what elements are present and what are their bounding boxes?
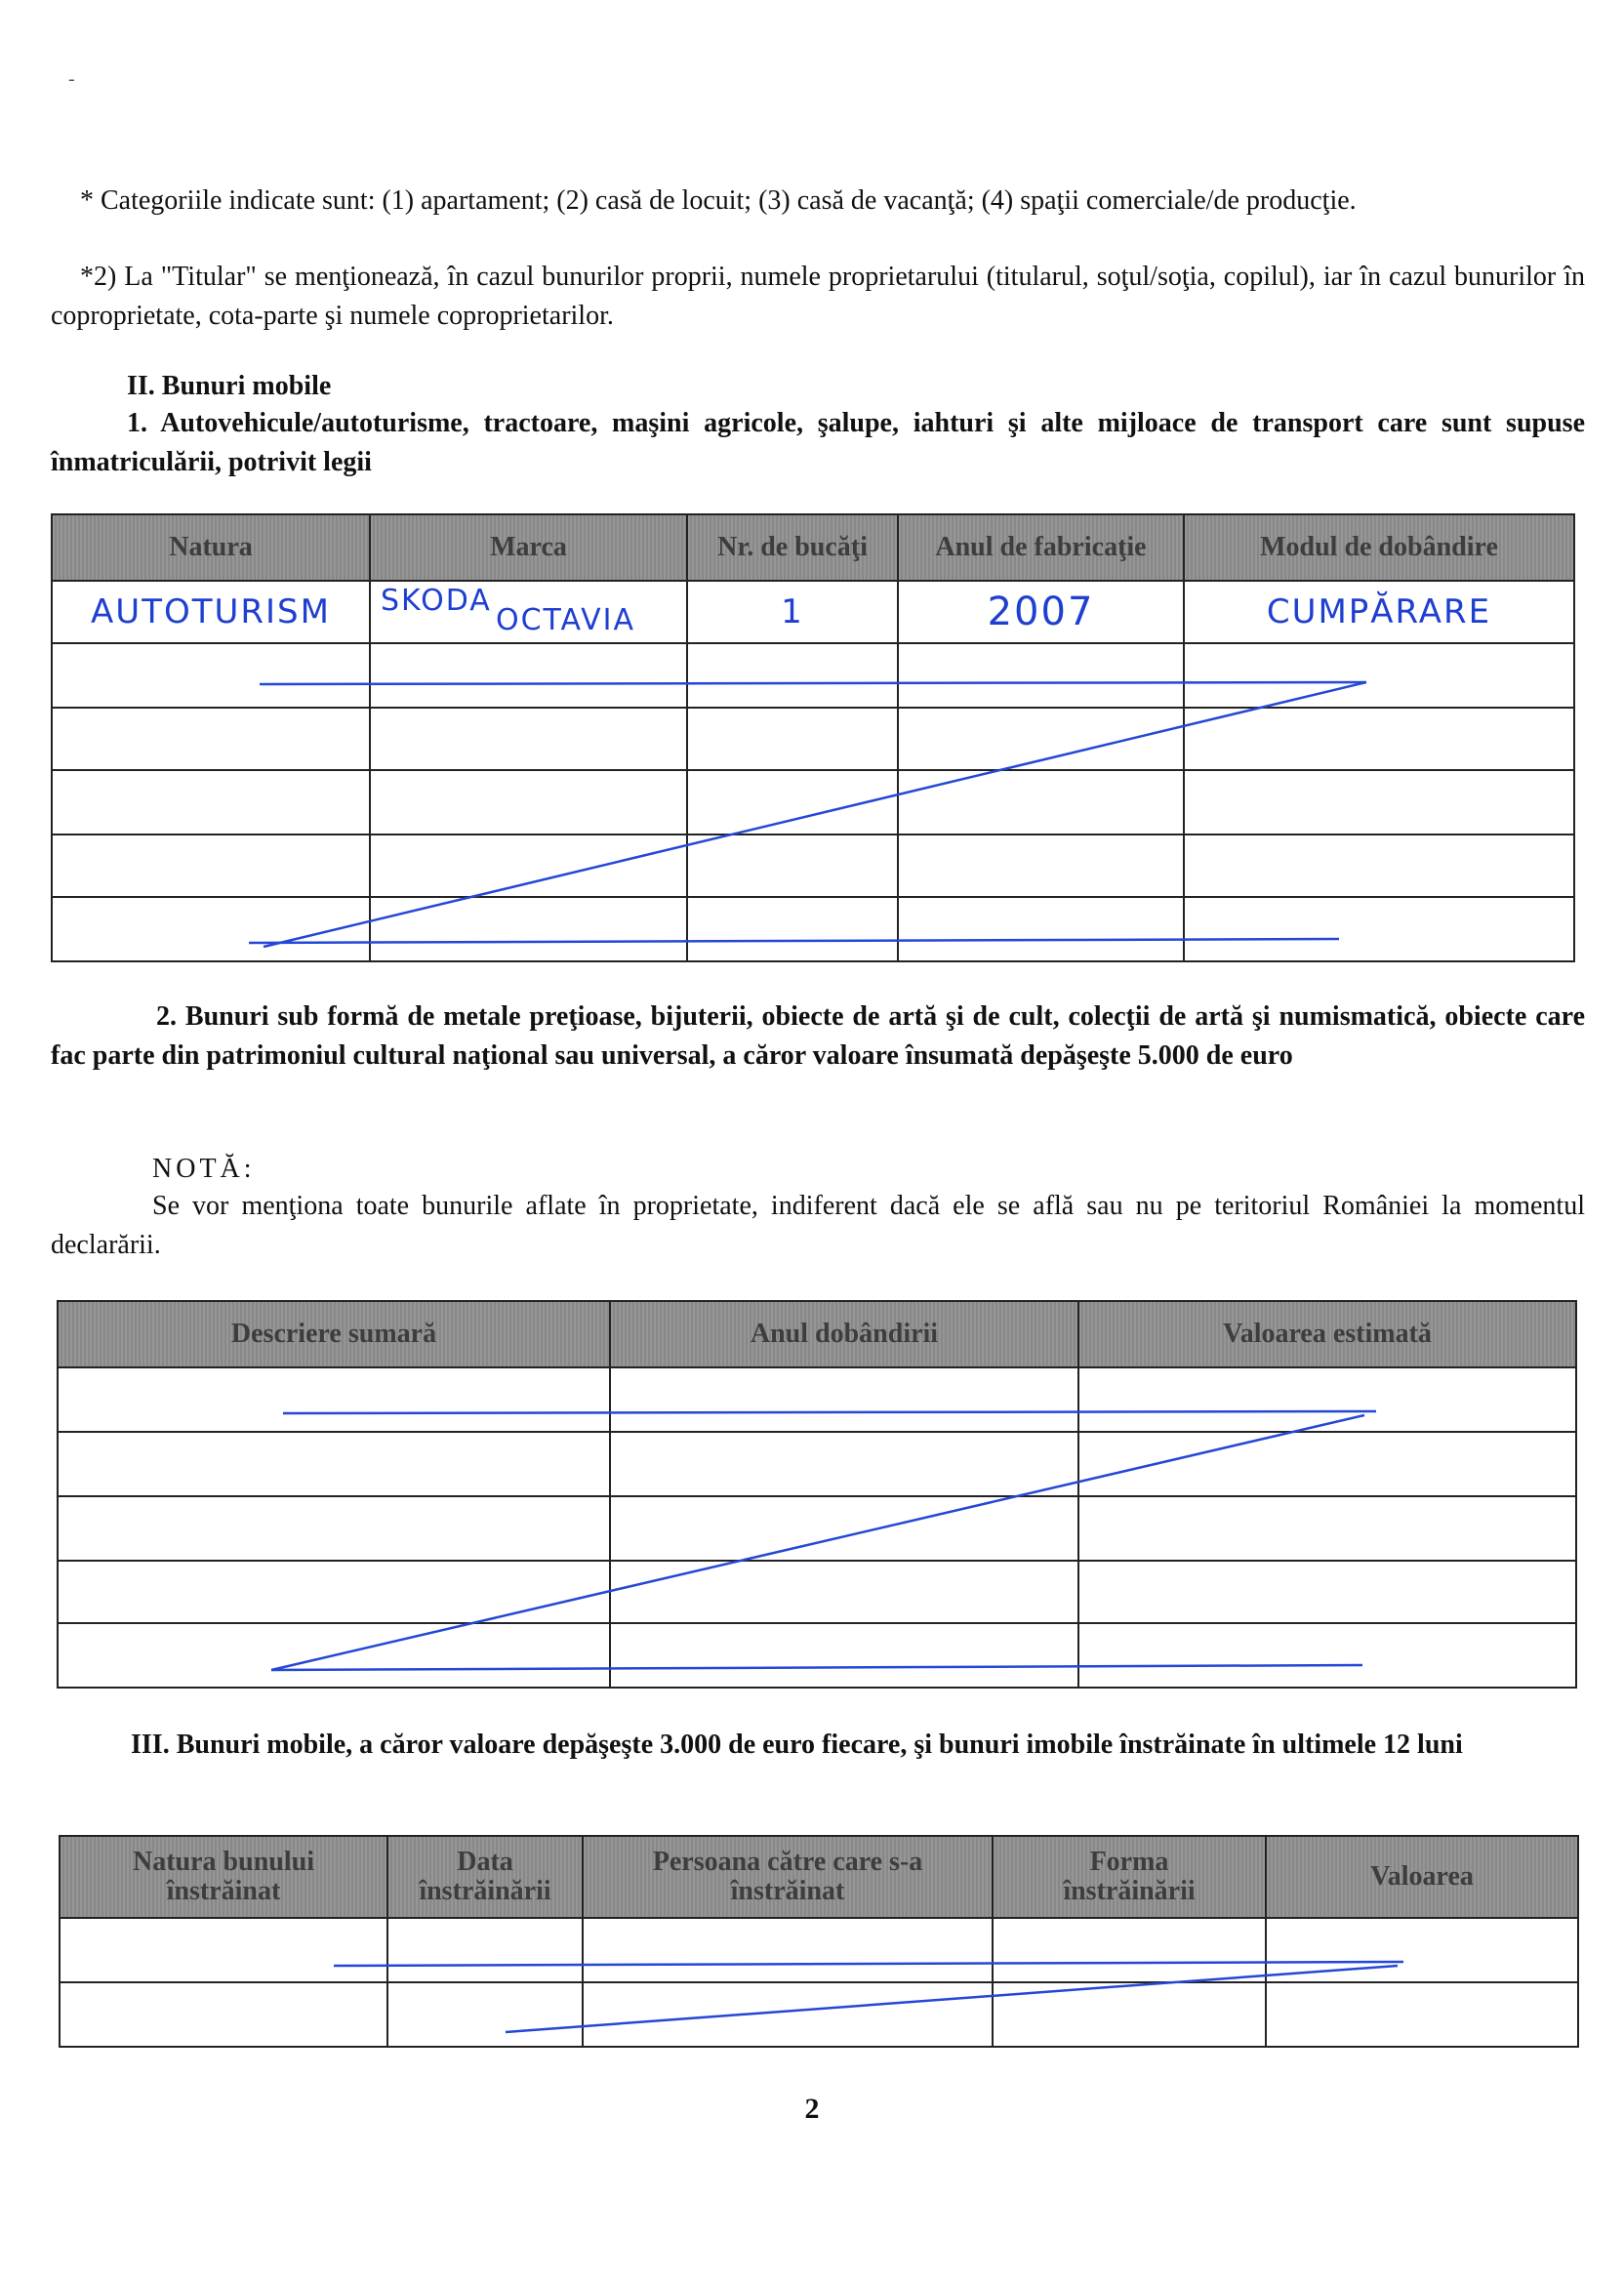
col-header-modul-dobandire: Modul de dobândire <box>1184 514 1574 581</box>
marca-brand: SKODA <box>381 584 492 618</box>
table-header-row <box>60 1836 1578 1918</box>
table-row <box>52 897 1574 961</box>
col-header-descriere: Descriere sumară <box>58 1301 610 1367</box>
cell-nr-bucati: 1 <box>687 581 898 643</box>
table-row <box>52 581 1574 643</box>
vehicles-table <box>51 513 1575 962</box>
table-row <box>52 835 1574 897</box>
col-header-anul-fabricatie: Anul de fabricaţie <box>898 514 1184 581</box>
marca-model: OCTAVIA <box>496 603 636 637</box>
table-row <box>60 1982 1578 2047</box>
table-row <box>58 1623 1576 1688</box>
cell-marca <box>370 581 687 643</box>
table-row <box>58 1367 1576 1432</box>
cell-natura: AUTOTURISM <box>52 581 370 643</box>
cell-modul-dobandire: CUMPĂRARE <box>1184 581 1574 643</box>
col-header-persoana: Persoana către care s-a înstrăinat <box>583 1836 993 1918</box>
col-header-natura-bunului: Natura bunului înstrăinat <box>60 1836 387 1918</box>
table-header-row <box>58 1301 1576 1367</box>
table-row <box>52 708 1574 770</box>
subheading-autovehicule: 1. Autovehicule/autoturisme, tractoare, maşini agricole, şalupe, iahturi şi alte mijloace de transport care sunt supuse înmatriculării, potrivit legii <box>51 408 1585 477</box>
alienated-goods-table <box>59 1835 1579 2048</box>
scan-speck: - <box>68 68 75 90</box>
cell-anul-fabricatie: 2007 <box>898 581 1184 643</box>
col-header-data-instrainarii: Data înstrăinării <box>387 1836 583 1918</box>
col-header-marca: Marca <box>370 514 687 581</box>
table-row <box>58 1432 1576 1496</box>
col-header-anul-dobandirii: Anul dobândirii <box>610 1301 1078 1367</box>
table-row <box>60 1918 1578 1982</box>
section-heading-bunuri-instrainate: III. Bunuri mobile, a căror valoare depăşeşte 3.000 de euro fiecare, şi bunuri imobile înstrăinate în ultimele 12 luni <box>131 1730 1463 1760</box>
col-header-valoarea: Valoarea <box>1266 1836 1578 1918</box>
section-heading-bunuri-mobile: II. Bunuri mobile <box>127 371 332 401</box>
valuables-table <box>57 1300 1577 1689</box>
table-row <box>52 770 1574 835</box>
footnote-categories: * Categoriile indicate sunt: (1) apartament; (2) casă de locuit; (3) casă de vacanţă; (4) spaţii comerciale/de producţie. <box>80 185 1357 216</box>
nota-text: Se vor menţiona toate bunurile aflate în proprietate, indiferent dacă ele se află sau nu pe teritoriul României la momentul declarării. <box>51 1191 1585 1260</box>
table-row <box>58 1496 1576 1561</box>
table-row <box>58 1561 1576 1623</box>
nota-label: NOTĂ: <box>152 1154 256 1184</box>
footnote-titular: *2) La "Titular" se menţionează, în cazul bunurilor proprii, numele proprietarului (titularul, soţul/soţia, copilul), iar în cazul bunurilor în coproprietate, cota-parte şi numele coproprietarilor. <box>51 262 1585 331</box>
col-header-valoarea-estimata: Valoarea estimată <box>1078 1301 1576 1367</box>
table-row <box>52 643 1574 708</box>
col-header-forma-instrainarii: Forma înstrăinării <box>993 1836 1266 1918</box>
table-header-row <box>52 514 1574 581</box>
subheading-bunuri-pretioase: 2. Bunuri sub formă de metale preţioase, bijuterii, obiecte de artă şi de cult, colecţii de artă şi numismatică, obiecte care fac parte din patrimoniul cultural naţional sau universal, a căror valoare însumată depăşeşte 5.000 de euro <box>51 1001 1585 1071</box>
page-number: 2 <box>804 2093 820 2125</box>
col-header-nr-bucati: Nr. de bucăţi <box>687 514 898 581</box>
col-header-natura: Natura <box>52 514 370 581</box>
